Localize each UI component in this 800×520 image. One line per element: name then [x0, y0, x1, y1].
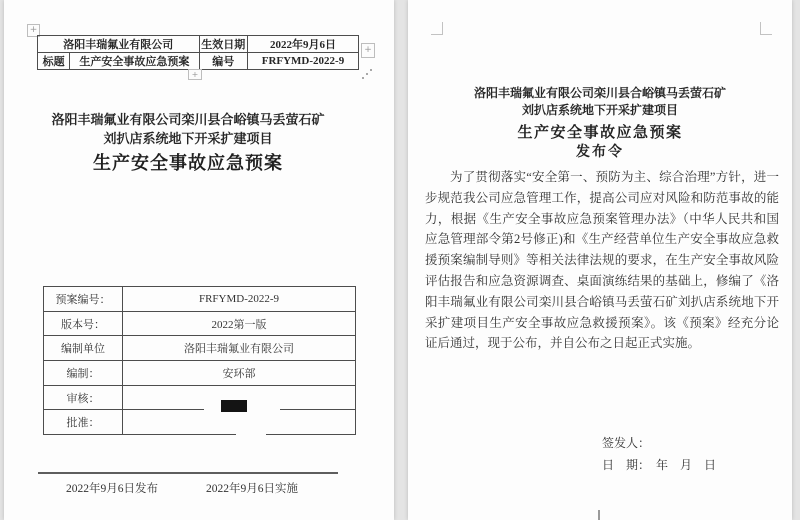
company-project-title-line1: 洛阳丰瑞氟业有限公司栾川县合峪镇马丢萤石矿 [473, 86, 726, 100]
document-header-table [37, 35, 359, 70]
table-border-gap [236, 431, 266, 437]
company-project-title-line2: 刘扒店系统地下开采扩建项目 [103, 131, 273, 146]
company-project-title-line2: 刘扒店系统地下开采扩建项目 [521, 103, 678, 117]
number-label-cell: 编号 [199, 53, 247, 70]
document-main-title: 生产安全事故应急预案 [93, 153, 283, 173]
date-line: 日 期： 年 月 日 [602, 458, 717, 472]
info-label: 编制单位 [44, 336, 123, 361]
footer-divider-line [38, 472, 338, 474]
release-order-heading: 发布令 [576, 145, 624, 160]
signature-line-gap [204, 404, 221, 414]
table-resize-handle-icon[interactable]: + [361, 43, 375, 58]
margin-crop-mark-top-left [431, 22, 443, 35]
plan-info-table [43, 286, 356, 435]
info-label: 版本号： [44, 311, 123, 336]
table-row [44, 336, 356, 361]
table-move-handle-icon[interactable]: + [27, 24, 40, 37]
table-row [44, 361, 356, 386]
margin-crop-mark-top-right [760, 22, 772, 35]
document-page-right [408, 0, 792, 520]
document-page-left [4, 0, 394, 520]
header-table-row [38, 36, 359, 53]
document-title: 生产安全事故应急预案 [517, 125, 683, 141]
effective-date-value-cell: 2022年9月6日 [247, 36, 358, 53]
resize-dots [362, 77, 364, 79]
signature-line-gap [247, 404, 280, 414]
info-value: 洛阳丰瑞氟业有限公司 [123, 336, 356, 361]
company-project-title-line1: 洛阳丰瑞氟业有限公司栾川县合峪镇马丢萤石矿 [51, 112, 325, 127]
info-label: 审核： [44, 385, 123, 410]
text-cursor [598, 510, 600, 520]
table-row [44, 410, 356, 435]
table-row [44, 385, 356, 410]
info-value: FRFYMD-2022-9 [123, 287, 356, 312]
implement-date-text: 2022年9月6日实施 [206, 483, 298, 495]
redacted-signature-box [221, 400, 247, 412]
title-value-cell: 生产安全事故应急预案 [70, 53, 199, 70]
company-name-cell: 洛阳丰瑞氟业有限公司 [38, 36, 200, 53]
header-table-row [38, 53, 359, 70]
title-label-cell: 标题 [38, 53, 70, 70]
info-value: 2022第一版 [123, 311, 356, 336]
table-corner-resize-icon[interactable] [360, 69, 372, 81]
left-page-title-block [17, 0, 359, 200]
table-row [44, 311, 356, 336]
info-value: 安环部 [123, 361, 356, 386]
number-value-cell: FRFYMD-2022-9 [247, 53, 358, 70]
release-order-body-paragraph: 为了贯彻落实“安全第一、预防为主、综合治理”方针，进一步规范我公司应急管理工作，提高公司应对风险和防范事故的能力，根据《生产安全事故应急预案管理办法》（中华人民共和国应急管理部令第2号修正)和《生产经营单位生产安全事故应急救援预案编制导则》等相关法律法规的要求，在生产安全事故风险评估报告和应急资源调查、桌面演练结果的基础上，修编了《洛阳丰瑞氟业有限公司栾川县合峪镇马丢萤石矿刘扒店系统地下开采扩建项目生产安全事故应急救援预案》。该《预案》经充分论证后通过，现于公布，并自公布之日起正式实施。 [425, 170, 779, 351]
info-label: 编制： [44, 361, 123, 386]
right-page-title-block [424, 0, 776, 170]
table-insert-handle-icon[interactable]: + [188, 69, 202, 80]
table-row [44, 287, 356, 312]
publish-date-text: 2022年9月6日发布 [66, 483, 158, 495]
info-label: 批准： [44, 410, 123, 435]
info-label: 预案编号： [44, 287, 123, 312]
effective-date-label-cell: 生效日期 [199, 36, 247, 53]
signer-label: 签发人： [602, 436, 651, 450]
